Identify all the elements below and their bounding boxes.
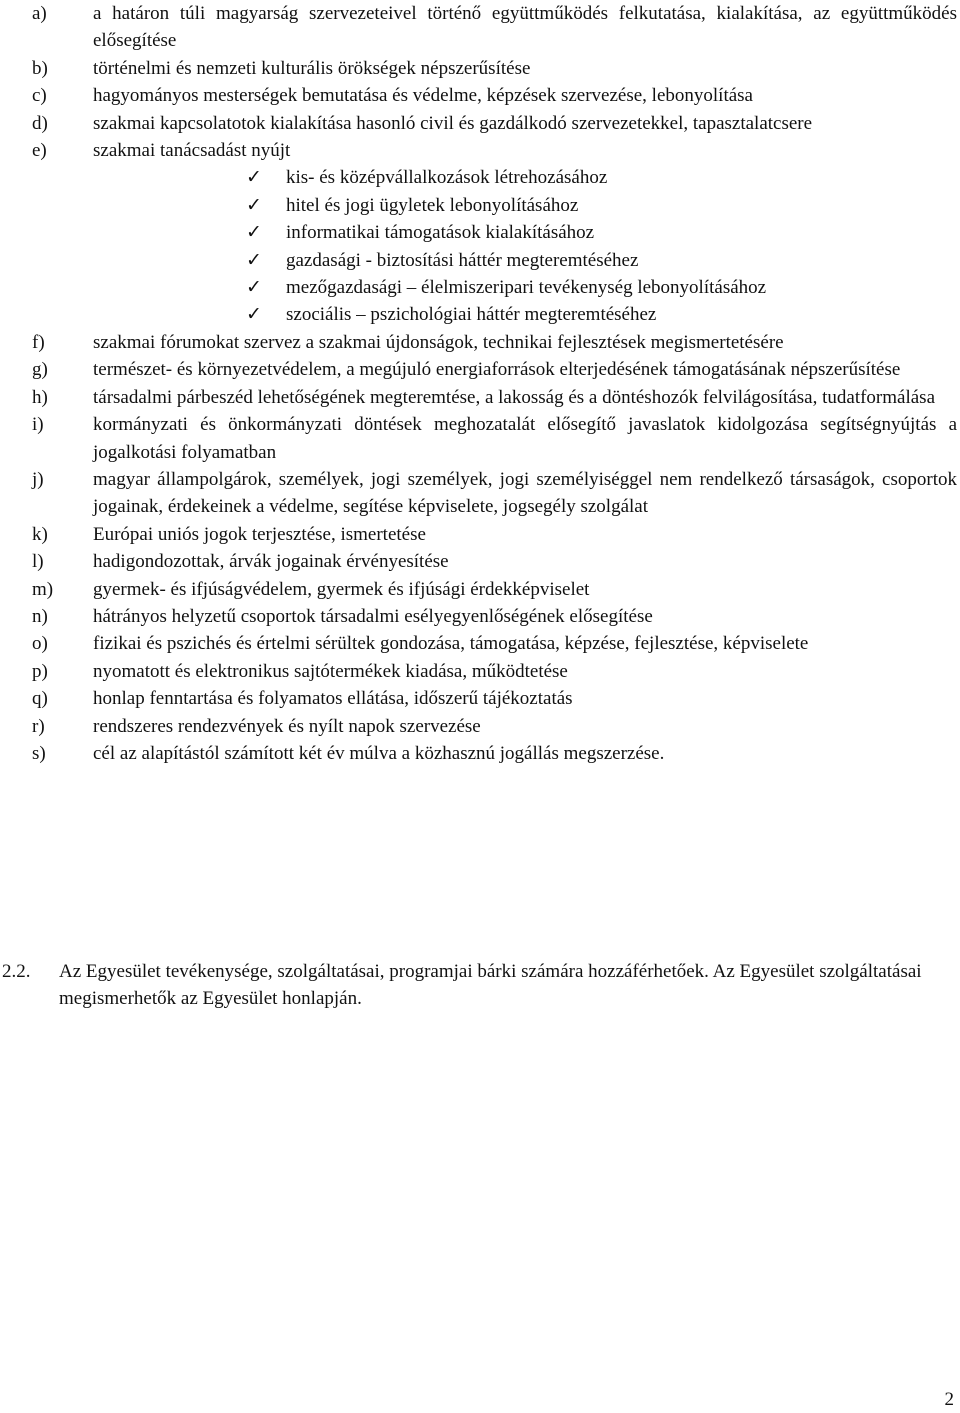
list-marker: o) <box>32 633 48 655</box>
list-item-text: gyermek- és ifjúságvédelem, gyermek és ifjúsági érdekképviselet <box>93 578 590 600</box>
list-item-text: szakmai fórumokat szervez a szakmai újdonságok, technikai fejlesztések megismertetésére <box>93 331 784 353</box>
checklist-item-text: hitel és jogi ügyletek lebonyolításához <box>286 194 579 216</box>
list-item-text: honlap fenntartása és folyamatos ellátása, időszerű tájékoztatás <box>93 688 573 710</box>
list-marker: j) <box>32 468 44 490</box>
list-item-text: rendszeres rendezvények és nyílt napok szervezése <box>93 715 481 737</box>
list-marker: k) <box>32 523 48 545</box>
list-marker: r) <box>32 715 45 737</box>
consulting-checklist <box>0 164 960 328</box>
list-marker: h) <box>32 386 48 408</box>
list-item-text: kormányzati és önkormányzati döntések meghozatalát elősegítő javaslatok kidolgozása segítségnyújtás a jogalkotási folyamatban <box>93 414 957 463</box>
checkmark-icon: ✓ <box>246 303 262 326</box>
list-item <box>0 521 960 548</box>
list-item-text: természet- és környezetvédelem, a megújuló energiaforrások elterjedésének támogatásának népszerűsítése <box>93 359 901 381</box>
list-item-text: szakmai tanácsadást nyújt <box>93 140 291 162</box>
list-item-text: hátrányos helyzetű csoportok társadalmi esélyegyenlőségének elősegítése <box>93 605 653 627</box>
list-item <box>0 685 960 712</box>
list-item <box>0 82 960 109</box>
section-2-2 <box>0 958 960 1013</box>
checklist-item <box>0 164 960 191</box>
checkmark-icon: ✓ <box>246 193 262 216</box>
list-item <box>0 658 960 685</box>
checklist-item-text: szociális – pszichológiai háttér megteremtéséhez <box>286 304 657 326</box>
list-item <box>0 713 960 740</box>
list-marker: s) <box>32 742 46 764</box>
list-marker: n) <box>32 605 48 627</box>
list-item <box>0 576 960 603</box>
page-number: 2 <box>944 1389 954 1410</box>
list-item <box>0 0 960 55</box>
list-item <box>0 110 960 137</box>
list-item <box>0 384 960 411</box>
list-marker: b) <box>32 57 48 79</box>
list-marker: l) <box>32 551 44 573</box>
checklist-item-text: gazdasági - biztosítási háttér megteremtéséhez <box>286 249 639 271</box>
list-marker: q) <box>32 688 48 710</box>
list-marker: p) <box>32 660 48 682</box>
list-item <box>0 466 960 521</box>
list-item-text: hagyományos mesterségek bemutatása és védelme, képzések szervezése, lebonyolítása <box>93 85 753 107</box>
list-item <box>0 548 960 575</box>
list-marker: e) <box>32 140 47 162</box>
list-marker: i) <box>32 414 44 436</box>
list-item-text: társadalmi párbeszéd lehetőségének megteremtése, a lakosság és a döntéshozók felvilágosítása, tudatformálása <box>93 386 936 408</box>
list-item-text: szakmai kapcsolatotok kialakítása hasonló civil és gazdálkodó szervezetekkel, tapasztalatcsere <box>93 112 813 134</box>
list-item <box>0 411 960 466</box>
list-marker: m) <box>32 578 54 600</box>
list-item <box>0 137 960 164</box>
list-marker: c) <box>32 85 47 107</box>
list-item-text: fizikai és pszichés és értelmi sérültek gondozása, támogatása, képzése, fejlesztése, képviselete <box>93 633 809 655</box>
checkmark-icon: ✓ <box>246 276 262 299</box>
list-item-text: történelmi és nemzeti kulturális örökségek népszerűsítése <box>93 57 531 79</box>
checklist-item-text: informatikai támogatások kialakításához <box>286 222 595 244</box>
checkmark-icon: ✓ <box>246 248 262 271</box>
list-item-text: magyar állampolgárok, személyek, jogi személyek, jogi személyiséggel nem rendelkező társaságok, csoportok jogainak, érdekeinek a védelme, segítése képviselete, jogsegély szolgálat <box>93 468 957 518</box>
list-item <box>0 329 960 356</box>
list-item <box>0 740 960 767</box>
section-number: 2.2. <box>2 961 31 982</box>
checklist-item <box>0 219 960 246</box>
checklist-item-text: mezőgazdasági – élelmiszeripari tevékenység lebonyolításához <box>286 277 767 299</box>
list-item-text: Európai uniós jogok terjesztése, ismertetése <box>93 523 426 545</box>
checkmark-icon: ✓ <box>246 221 262 244</box>
list-item-text: nyomatott és elektronikus sajtótermékek kiadása, működtetése <box>93 660 568 682</box>
list-item-text: cél az alapítástól számított két év múlva a közhasznú jogállás megszerzése. <box>93 742 665 764</box>
list-item <box>0 356 960 383</box>
list-item-text: a határon túli magyarság szervezeteivel történő együttműködés felkutatása, kialakítása, az együttműködés elősegítése <box>93 3 957 52</box>
list-marker: d) <box>32 112 48 134</box>
checklist-item-text: kis- és középvállalkozások létrehozásához <box>286 167 608 189</box>
checklist-item <box>0 301 960 328</box>
checklist-item <box>0 192 960 219</box>
list-item-text: hadigondozottak, árvák jogainak érvényesítése <box>93 551 449 573</box>
list-item <box>0 55 960 82</box>
list-marker: a) <box>32 3 47 24</box>
checklist-item <box>0 247 960 274</box>
checklist-item <box>0 274 960 301</box>
list-marker: f) <box>32 331 45 353</box>
checkmark-icon: ✓ <box>246 166 262 189</box>
list-marker: g) <box>32 359 48 381</box>
list-item <box>0 630 960 657</box>
list-item <box>0 603 960 630</box>
section-paragraph: Az Egyesület tevékenysége, szolgáltatásai, programjai bárki számára hozzáférhetőek. Az Egyesület szolgáltatásai megismerhetők az Egyesület honlapján. <box>59 961 922 1010</box>
